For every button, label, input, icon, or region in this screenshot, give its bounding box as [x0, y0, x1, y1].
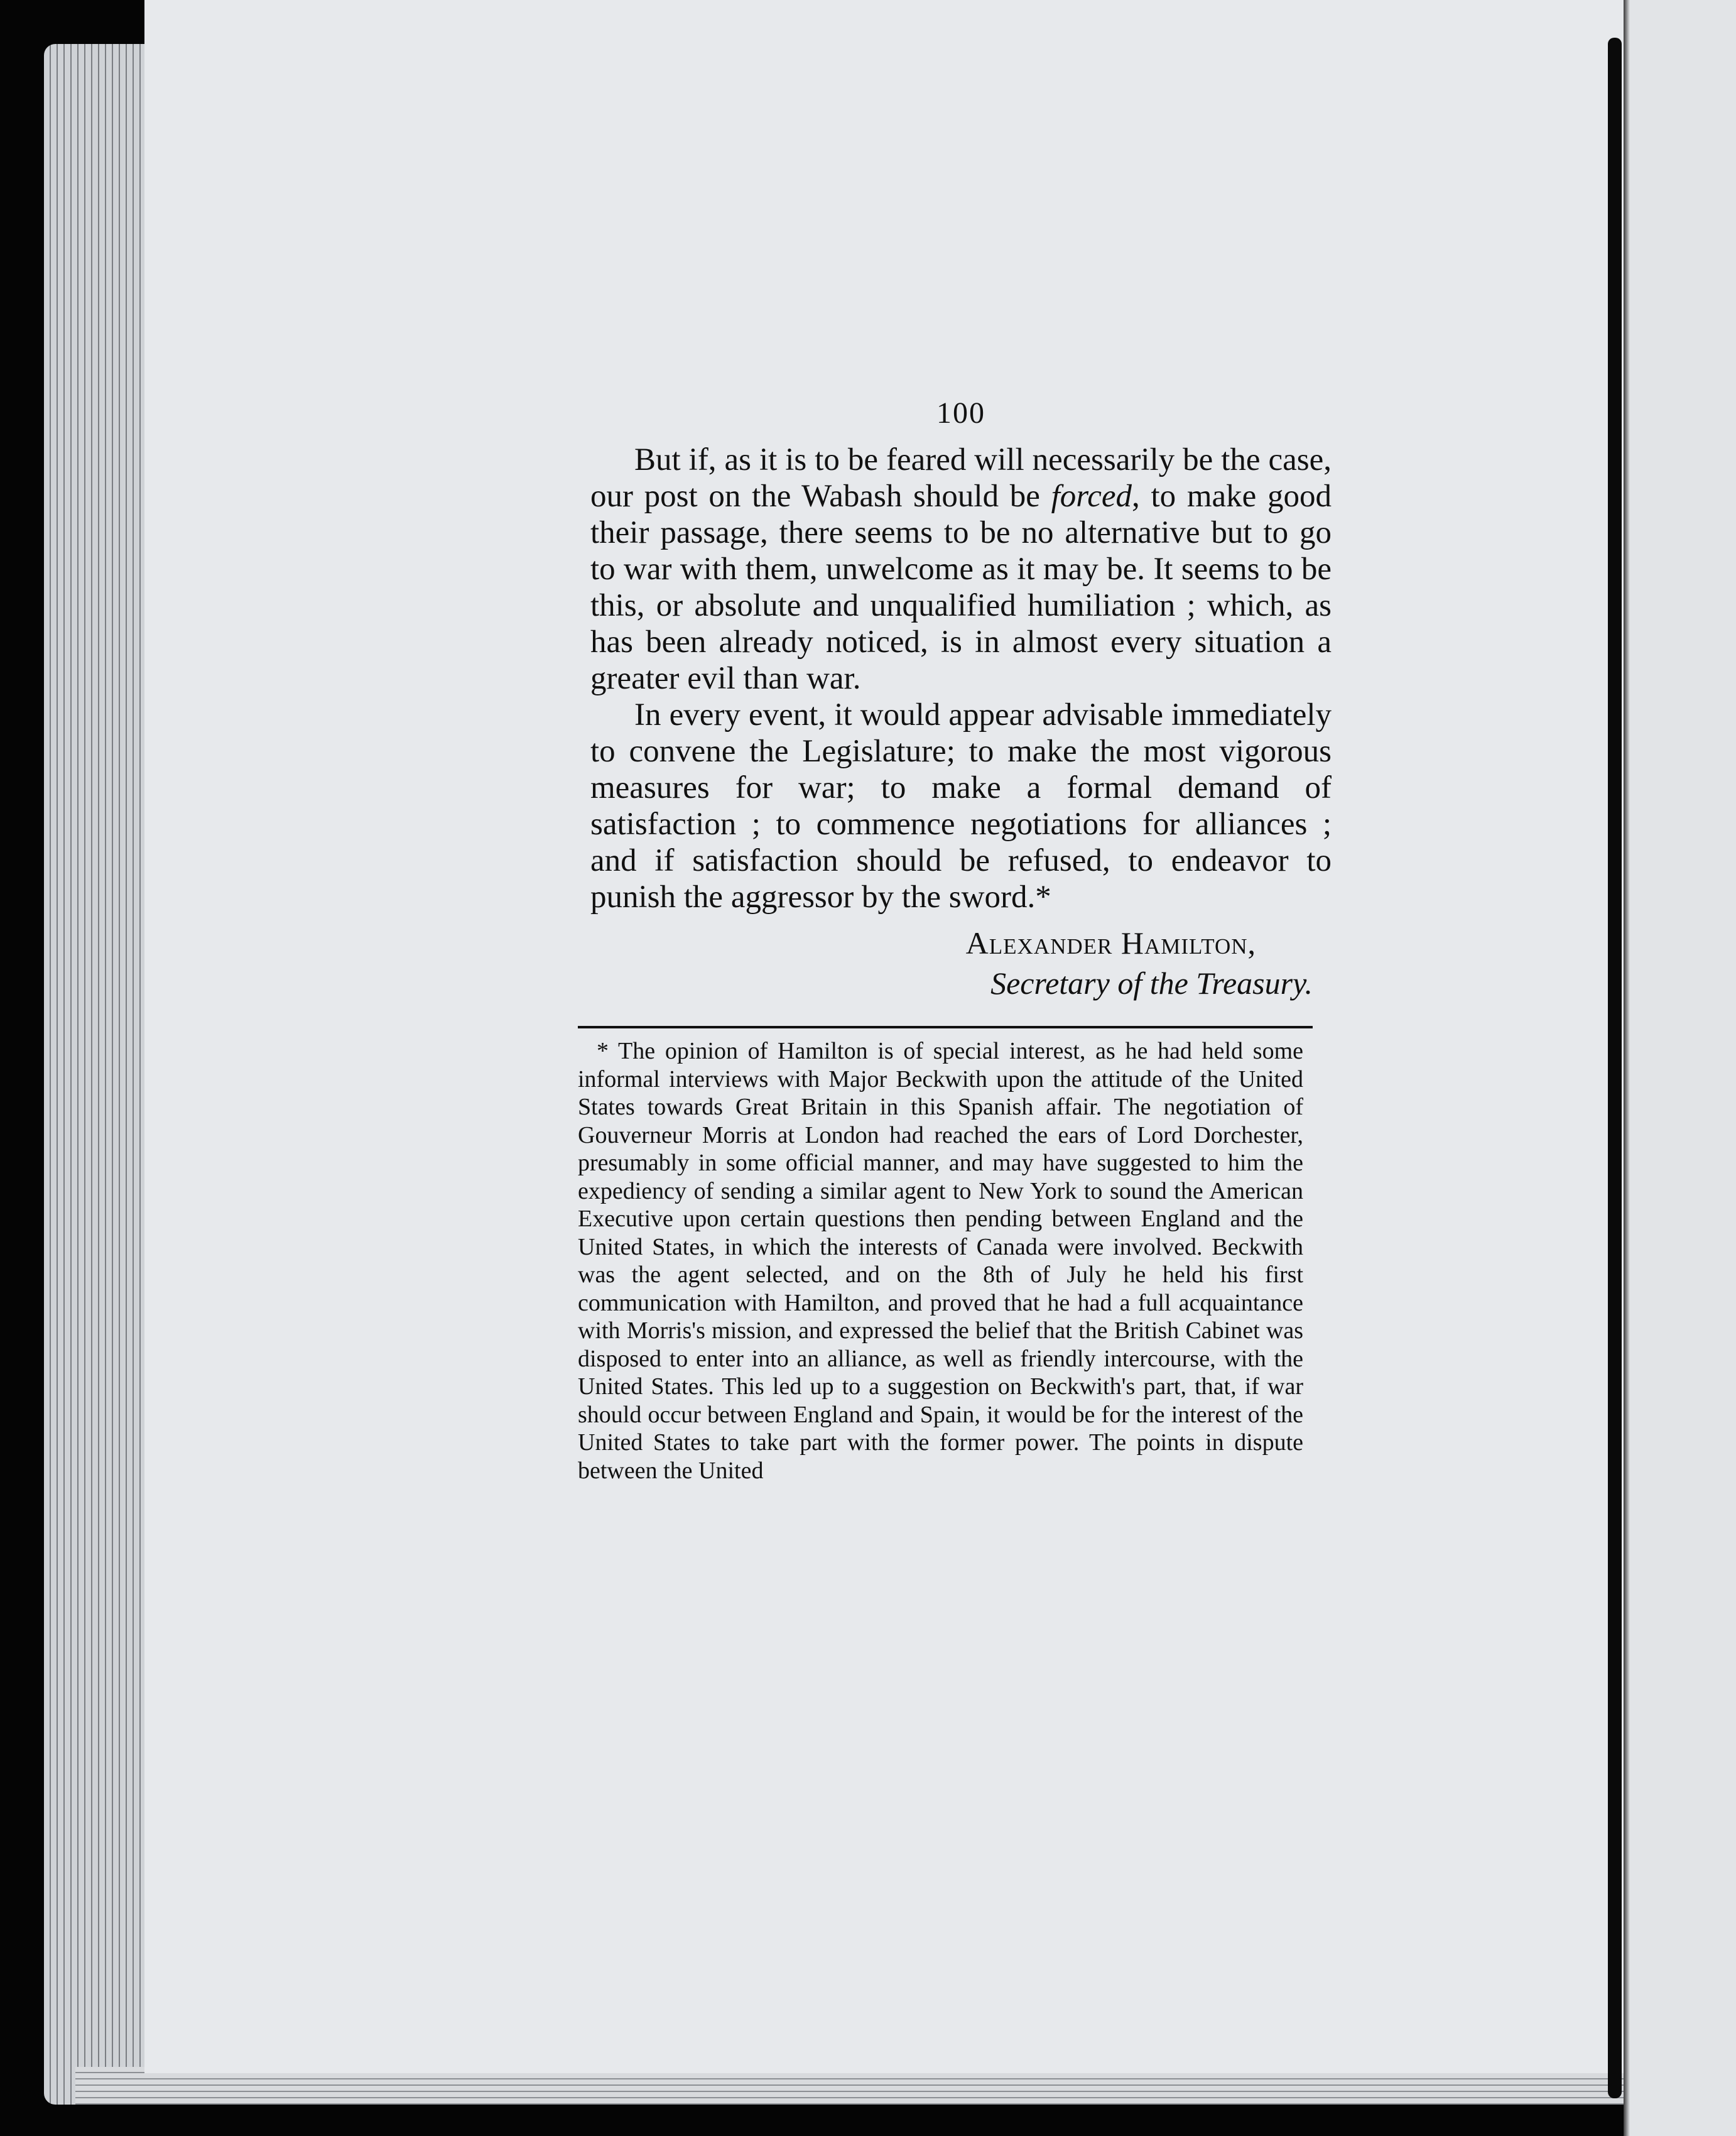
body-paragraph-1-part-b: , to make good their passage, there seems to be no alternative but to go to war with them, unwelcome as it may be. It seems to be this, or absolute and unqualified humiliation ; which, as has been already noticed, is in almost every situation a greater evil than war.	[590, 479, 1332, 696]
footnote-divider	[578, 1026, 1313, 1028]
book-gutter	[1608, 38, 1622, 2098]
facing-page-edge	[1624, 0, 1630, 2136]
signature-block	[590, 923, 1332, 1003]
page-text-block	[578, 396, 1332, 1485]
facing-page	[1624, 0, 1736, 2136]
signature-title: Secretary of the Treasury.	[990, 966, 1313, 1001]
body-paragraph-1	[590, 442, 1332, 697]
body-paragraph-1-emphasis: forced	[1051, 479, 1132, 514]
body-paragraph-1-part-a: But if, as it is to be feared will necessarily be the case, our post on the Wabash should be	[590, 442, 1332, 514]
body-paragraph-2: In every event, it would appear advisable immediately to convene the Legislature; to make the most vigorous measures for war; to make a formal demand of satisfaction ; to commence negotiations for alliances ; and if satisfaction should be refused, to endeavor to punish the aggressor by the sword.*	[590, 697, 1332, 915]
page-number: 100	[936, 396, 985, 430]
signature-name: Alexander Hamilton,	[965, 925, 1256, 961]
footnote-text: * The opinion of Hamilton is of special interest, as he had held some informal interviews with Major Beckwith upon the attitude of the United States towards Great Britain in this Spanish affair. The negotiation of Gouverneur Morris at London had reached the ears of Lord Dorchester, presumably in some official manner, and may have suggested to him the expediency of sending a similar agent to New York to sound the American Executive upon certain questions then pending between England and the United States, in which the interests of Canada were involved. Beckwith was the agent selected, and on the 8th of July he held his first communication with Hamilton, and proved that he had a full acquaintance with Morris's mission, and expressed the belief that the British Cabinet was disposed to enter into an alliance, as well as friendly intercourse, with the United States. This led up to a suggestion on Beckwith's part, that, if war should occur between England and Spain, it would be for the interest of the United States to take part with the former power. The points in dispute between the United	[578, 1038, 1303, 1484]
